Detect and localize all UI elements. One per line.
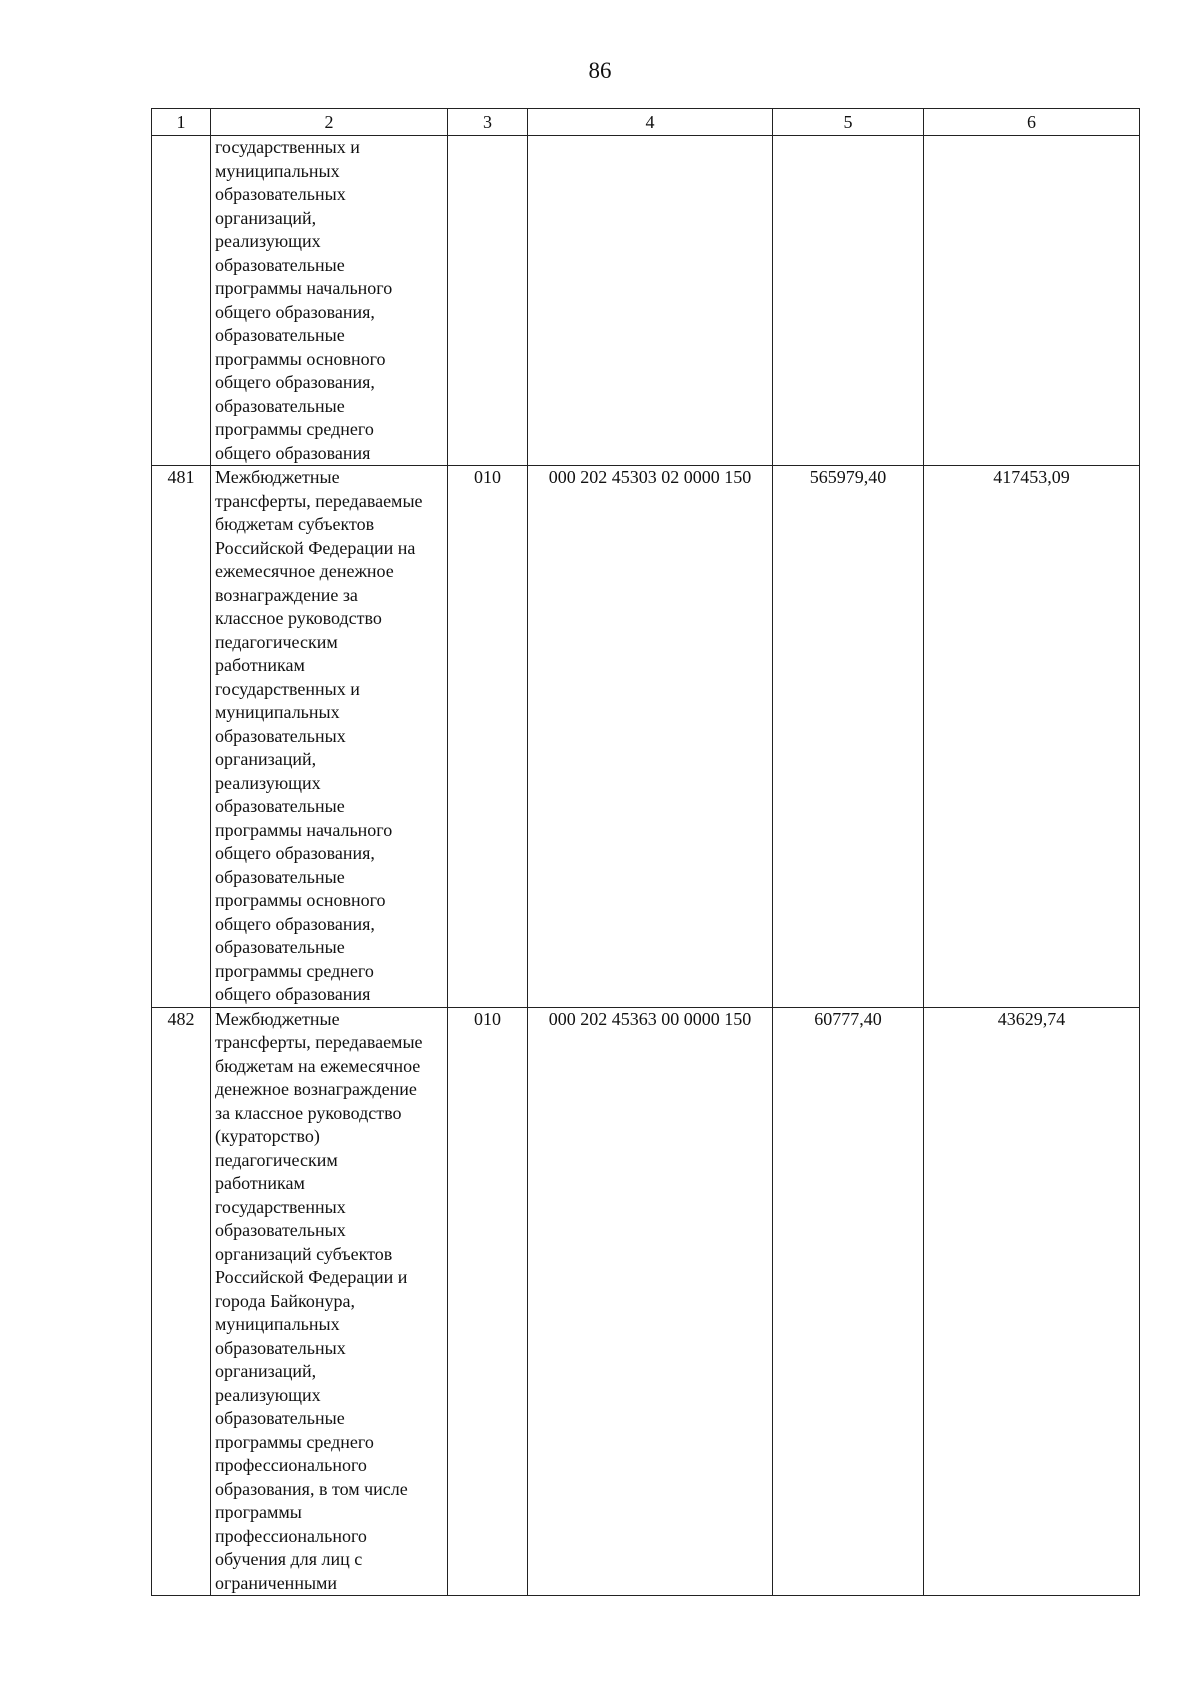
description-line: образовательные [215, 1408, 345, 1428]
column-header-2: 2 [211, 109, 448, 136]
amount-executed-cell [924, 136, 1140, 466]
description-line: работникам [215, 1173, 305, 1193]
description-line: образовательных [215, 1337, 346, 1358]
description-line: за классное руководство [215, 1102, 402, 1123]
description-line: трансферты, передаваемые [215, 1032, 423, 1052]
amount-cell: 60777,40 [773, 1007, 924, 1596]
table-row [152, 136, 1140, 466]
description-cell [211, 136, 448, 466]
description-line: Российской Федерации и [215, 1267, 408, 1287]
page-number: 86 [588, 58, 612, 83]
description-line: Российской Федерации на [215, 537, 416, 558]
table-row [152, 466, 1140, 1008]
row-number-cell: 482 [152, 1007, 211, 1596]
description-line: организаций, [215, 207, 317, 228]
description-line: обучения для лиц с [215, 1549, 363, 1569]
classification-code-cell: 000 202 45363 00 0000 150 [528, 1007, 773, 1596]
description-line: работникам [215, 655, 305, 675]
description-line: образовательные [215, 796, 345, 816]
column-header-5: 5 [773, 109, 924, 136]
description-line: государственных и [215, 678, 360, 699]
description-line: общего образования, [215, 372, 375, 392]
description-line: образовательные [215, 254, 345, 275]
description-line: организаций, [215, 749, 317, 769]
description-line: бюджетам субъектов [215, 514, 375, 534]
description-line: общего образования, [215, 843, 375, 863]
code-cell: 010 [448, 1007, 528, 1596]
description-line: города Байконура, [215, 1290, 355, 1311]
description-line: общего образования [215, 984, 371, 1004]
code-cell: 010 [448, 466, 528, 1008]
description-line: общего образования, [215, 301, 375, 322]
description-line: трансферты, передаваемые [215, 490, 423, 511]
description-line: программы среднего [215, 960, 374, 981]
description-line: программы основного [215, 348, 386, 369]
description-line: педагогическим [215, 1149, 338, 1170]
column-header-1: 1 [152, 109, 211, 136]
description-line: муниципальных [215, 702, 340, 722]
description-cell [211, 1007, 448, 1596]
description-line: (кураторство) [215, 1126, 320, 1146]
description-line: общего образования, [215, 913, 375, 934]
description-line: образовательных [215, 184, 346, 204]
description-line: муниципальных [215, 1314, 340, 1334]
code-cell [448, 136, 528, 466]
description-line: ограниченными [215, 1572, 338, 1593]
classification-code-cell [528, 136, 773, 466]
description-line: образовательные [215, 866, 345, 887]
description-line: организаций субъектов [215, 1243, 393, 1264]
column-header-3: 3 [448, 109, 528, 136]
amount-cell: 565979,40 [773, 466, 924, 1008]
description-line: программы среднего [215, 1431, 374, 1452]
description-line: образовательных [215, 1220, 346, 1240]
budget-table [151, 108, 1140, 1596]
description-line: реализующих [215, 1384, 321, 1405]
header-row [152, 109, 1140, 136]
description-line: организаций, [215, 1361, 317, 1381]
description-line: профессионального [215, 1455, 367, 1475]
description-line: Межбюджетные [215, 1008, 340, 1029]
description-line: ежемесячное денежное [215, 561, 394, 581]
description-line: образовательные [215, 325, 345, 345]
row-number-cell [152, 136, 211, 466]
description-line: денежное вознаграждение [215, 1079, 417, 1099]
description-line: вознаграждение за [215, 584, 358, 605]
description-line: программы среднего [215, 419, 374, 439]
description-line: общего образования [215, 442, 371, 463]
description-line: образовательные [215, 395, 345, 416]
description-line: муниципальных [215, 160, 340, 181]
description-line: образовательные [215, 937, 345, 957]
classification-code-cell: 000 202 45303 02 0000 150 [528, 466, 773, 1008]
description-line: профессионального [215, 1525, 367, 1546]
description-line: бюджетам на ежемесячное [215, 1055, 421, 1076]
amount-executed-cell: 43629,74 [924, 1007, 1140, 1596]
description-line: педагогическим [215, 631, 338, 652]
column-header-4: 4 [528, 109, 773, 136]
description-line: Межбюджетные [215, 467, 340, 487]
amount-cell [773, 136, 924, 466]
description-line: государственных [215, 1196, 346, 1217]
description-line: классное руководство [215, 608, 382, 628]
description-line: реализующих [215, 231, 321, 251]
description-line: программы начального [215, 819, 393, 840]
description-line: программы [215, 1502, 302, 1522]
row-number-cell: 481 [152, 466, 211, 1008]
description-line: программы основного [215, 890, 386, 910]
table-row [152, 1007, 1140, 1596]
description-line: государственных и [215, 137, 360, 157]
description-line: программы начального [215, 278, 393, 298]
description-line: реализующих [215, 772, 321, 793]
description-line: образовательных [215, 725, 346, 746]
description-cell [211, 466, 448, 1008]
description-line: образования, в том числе [215, 1478, 408, 1499]
amount-executed-cell: 417453,09 [924, 466, 1140, 1008]
column-header-6: 6 [924, 109, 1140, 136]
